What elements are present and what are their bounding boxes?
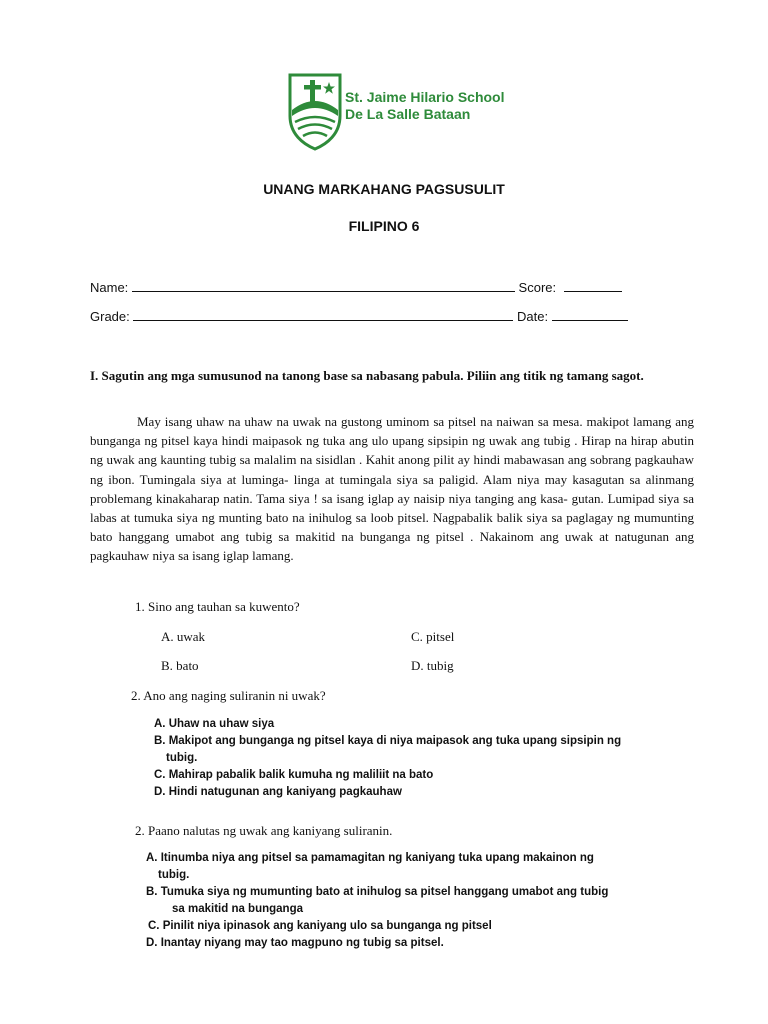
q2-options bbox=[154, 716, 654, 801]
q3-option-d[interactable]: D. Inantay niyang may tao magpuno ng tubig sa pitsel. bbox=[146, 937, 444, 949]
q1-option-d[interactable]: D. tubig bbox=[411, 658, 454, 673]
school-logo bbox=[287, 72, 505, 152]
q2-option-b-cont: tubig. bbox=[166, 752, 198, 764]
grade-label: Grade: bbox=[90, 309, 130, 324]
q1-option-a[interactable]: A. uwak bbox=[161, 629, 206, 644]
date-label: Date: bbox=[517, 309, 549, 324]
school-name-line1: St. Jaime Hilario School bbox=[345, 89, 505, 105]
q3-option-a[interactable]: A. Itinumba niya ang pitsel sa pamamagitan ng kaniyang tuka upang makainon ng bbox=[146, 852, 594, 864]
q2-option-c[interactable]: C. Mahirap pabalik balik kumuha ng maliliit na bato bbox=[154, 769, 434, 781]
q2-option-b[interactable]: B. Makipot ang bunganga ng pitsel kaya di niya maipasok ang tuka upang sipsipin ng bbox=[154, 735, 622, 747]
grade-field[interactable] bbox=[133, 308, 513, 321]
q3-option-b-cont: sa makitid na bunganga bbox=[172, 903, 303, 915]
q2-option-a[interactable]: A. Uhaw na uhaw siya bbox=[154, 718, 275, 730]
question-1: 1. Sino ang tauhan sa kuwento? bbox=[135, 599, 300, 614]
q3-option-c[interactable]: C. Pinilit niya ipinasok ang kaniyang ulo sa bunganga ng pitsel bbox=[148, 920, 492, 932]
exam-title: UNANG MARKAHANG PAGSUSULIT bbox=[263, 181, 505, 197]
school-crest-icon bbox=[287, 72, 343, 152]
question-2: 2. Ano ang naging suliranin ni uwak? bbox=[131, 688, 326, 703]
date-field[interactable] bbox=[552, 308, 628, 321]
q2-option-d[interactable]: D. Hindi natugunan ang kaniyang pagkauhaw bbox=[154, 786, 402, 798]
q3-options bbox=[146, 850, 646, 952]
q3-option-a-cont: tubig. bbox=[158, 869, 190, 881]
section-instruction: I. Sagutin ang mga sumusunod na tanong base sa nabasang pabula. Piliin ang titik ng tamang sagot. bbox=[90, 368, 644, 383]
q1-option-c[interactable]: C. pitsel bbox=[411, 629, 455, 644]
q1-option-b[interactable]: B. bato bbox=[161, 658, 199, 673]
score-label: Score: bbox=[518, 280, 557, 295]
school-name bbox=[345, 89, 505, 123]
question-3: 2. Paano nalutas ng uwak ang kaniyang suliranin. bbox=[135, 823, 393, 838]
grade-date-row bbox=[90, 308, 628, 324]
name-label: Name: bbox=[90, 280, 129, 295]
school-name-line2: De La Salle Bataan bbox=[345, 106, 471, 122]
name-score-row bbox=[90, 279, 622, 295]
name-field[interactable] bbox=[132, 279, 515, 292]
q3-option-b[interactable]: B. Tumuka siya ng mumunting bato at inihulog sa pitsel hanggang umabot ang tubig bbox=[146, 886, 609, 898]
story-passage: May isang uhaw na uhaw na uwak na gustong uminom sa pitsel na naiwan sa mesa. makipot lamang ang bunganga ng pitsel kaya hindi maipasok ng tuka ang ulo upang sipsipin ng uwak ang tubig . Hirap na hirap abutin ng uwak ang kaunting tubig sa malalim na sisidlan . Kahit anong pilit ay hindi mabawasan ang sobrang pagkauhaw ng ibon. Tumingala siya at luminga- linga at tumingala siya sa paligid. Alam niya may kasagutan sa alinmang problemang kinakaharap natin. Tama siya ! sa isang iglap ay naisip niya tanging ang kasa- gutan. Lumipad siya sa labas at tumuka siya ng munting bato na inihulog sa loob pitsel. Nagpabalik balik siya sa paglagay ng mumunting bato hanggang umabot ang tubig sa makitid na bunganga ng pitsel . Nakainom ang uwak at natugunan ang pagkauhaw niya sa isang iglap lamang. bbox=[90, 414, 694, 564]
score-field[interactable] bbox=[564, 279, 622, 292]
exam-subject: FILIPINO 6 bbox=[348, 218, 420, 234]
